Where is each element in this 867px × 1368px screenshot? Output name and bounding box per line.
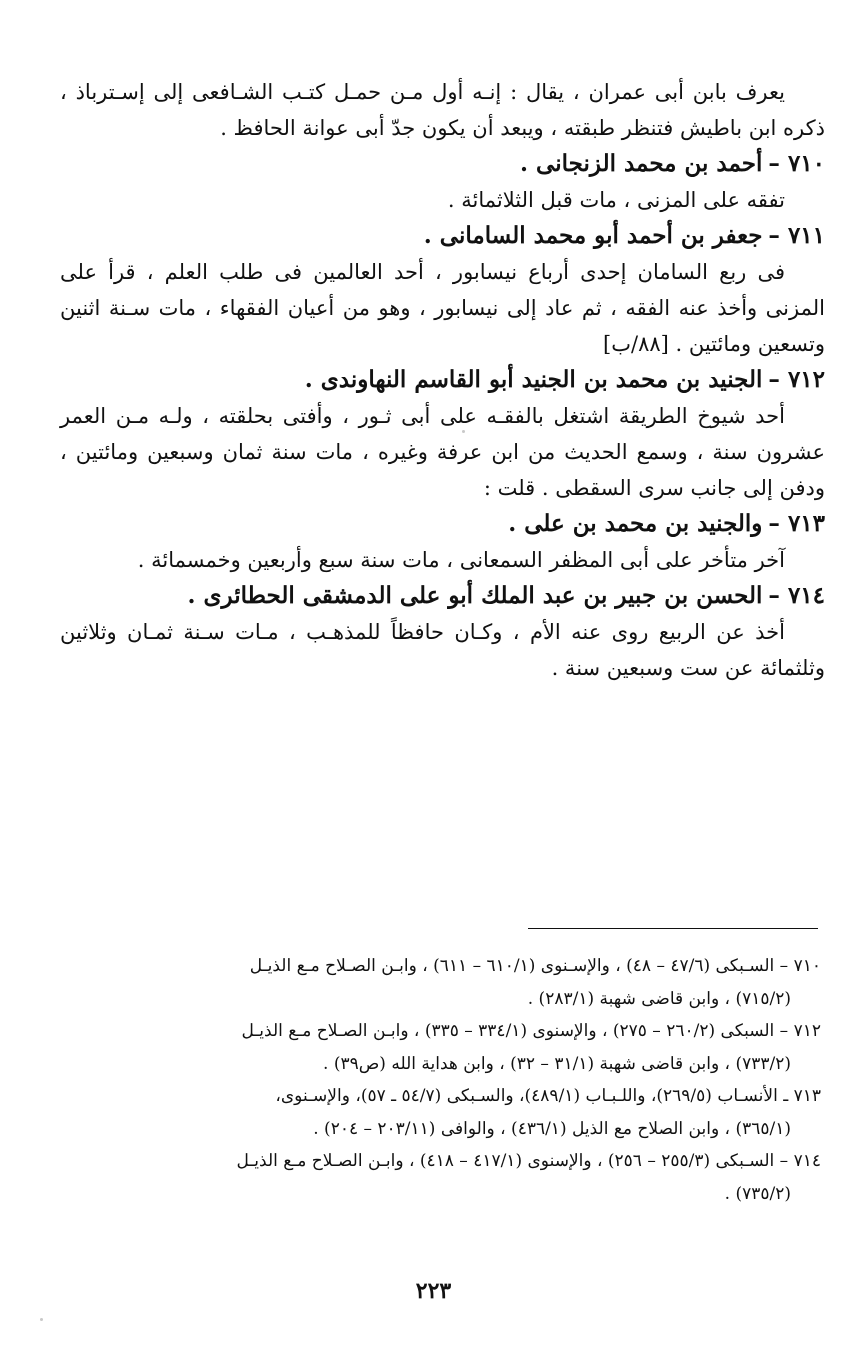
entry-name: والجنيد بن محمد بن على . (508, 510, 763, 537)
entry-name: أحمد بن محمد الزنجانى . (520, 150, 763, 177)
footnote-712 (72, 1015, 821, 1080)
entry-text: أحد شيوخ الطريقة اشتغل بالفقـه على أبى ثـور ، وأفتى بحلقته ، ولـه مـن العمر عشرون سنة ، وسمع الحديث من ابن عرفة وغيره ، مات سنة ثمان وسبعين ومائتين ، ودفن إلى جانب سرى السقطى . قلت : (60, 404, 825, 500)
entry-number: ٧١٢ – (768, 366, 825, 393)
footnote-divider (528, 928, 818, 929)
entry-number: ٧١٤ – (768, 582, 825, 609)
entry-number: ٧١٠ – (768, 150, 825, 177)
entry-heading (60, 578, 825, 614)
entry-text: آخر متأخر على أبى المظفر السمعانى ، مات سنة سبع وأربعين وخمسمائة . (137, 548, 785, 572)
footnote-continuation: (٧٣٣/٢) ، وابن قاضى شهبة (٣١/١ – ٣٢) ، وابن هداية الله (ص٣٩) . (323, 1053, 791, 1074)
entry-711 (60, 218, 825, 362)
entry-heading (60, 362, 825, 398)
footnote-line: ٧١٣ ـ الأنسـاب (٢٦٩/٥)، واللـبـاب (٤٨٩/١)، والسـبكى (٥٤/٧ ـ ٥٧)، والإسـنوى، (275, 1086, 821, 1106)
footnote-continuation: (٧١٥/٢) ، وابن قاضى شهبة (٢٨٣/١) . (527, 988, 791, 1009)
footnote-line: ٧١٤ – السـبكى (٢٥٥/٣ – ٢٥٦) ، والإسنوى (٤١٧/١ – ٤١٨) ، وابـن الصـلاح مـع الذيـل (236, 1151, 821, 1171)
entry-name: الحسن بن جبير بن عبد الملك أبو على الدمشقى الحطائرى . (187, 582, 763, 609)
entry-text: فى ربع السامان إحدى أرباع نيسابور ، أحد العالمين فى طلب العلم ، قرأ على المزنى وأخذ عنه الفقه ، ثم عاد إلى نيسابور ، وهو من أعيان الفقهاء ، مات سـنة اثنين وتسعين ومائتين . [٨٨/ب] (60, 260, 825, 356)
entry-text: تفقه على المزنى ، مات قبل الثلاثمائة . (447, 188, 785, 212)
entry-number: ٧١١ – (768, 222, 825, 249)
footnote-710 (72, 950, 821, 1015)
entry-713 (60, 506, 825, 578)
main-text (60, 74, 825, 686)
footnote-continuation: (٣٦٥/١) ، وابن الصلاح مع الذيل (٤٣٦/١) ، والوافى (٢٠٣/١١ – ٢٠٤) . (313, 1118, 791, 1139)
entry-710 (60, 146, 825, 218)
entry-heading (60, 218, 825, 254)
footnotes (72, 950, 821, 1210)
page-number: ٢٢٣ (415, 1278, 452, 1304)
continuation-paragraph (60, 74, 825, 146)
entry-number: ٧١٣ – (768, 510, 825, 537)
entry-name: جعفر بن أحمد أبو محمد السامانى . (423, 222, 763, 249)
footnote-714 (72, 1145, 821, 1210)
footnote-line: ٧١٢ – السبكى (٢٦٠/٢ – ٢٧٥) ، والإسنوى (٣٣٤/١ – ٣٣٥) ، وابـن الصـلاح مـع الذيـل (241, 1021, 821, 1041)
continuation-line-1: يعرف بابن أبى عمران ، يقال : إنـه أول مـن حمـل كتـب الشـافعى إلى إسـترباذ ، (60, 80, 785, 104)
entry-name: الجنيد بن محمد بن الجنيد أبو القاسم النهاوندى . (304, 366, 763, 393)
entry-714 (60, 578, 825, 686)
footnote-713 (72, 1080, 821, 1145)
scan-speck (462, 430, 465, 433)
continuation-line-2: ذكره ابن باطيش فتنظر طبقته ، ويبعد أن يكون جدّ أبى عوانة الحافظ . (220, 116, 825, 140)
entry-712 (60, 362, 825, 506)
footnote-line: ٧١٠ – السـبكى (٤٧/٦ – ٤٨) ، والإسـنوى (٦١٠/١ – ٦١١) ، وابـن الصـلاح مـع الذيـل (249, 956, 821, 976)
scan-speck (40, 1318, 43, 1321)
footnote-continuation: (٧٣٥/٢) . (724, 1183, 791, 1204)
entry-text: أخذ عن الربيع روى عنه الأم ، وكـان حافظاً للمذهـب ، مـات سـنة ثمـان وثلاثين وثلثمائة عن ست وسبعين سنة . (60, 620, 825, 680)
entry-heading (60, 146, 825, 182)
entry-heading (60, 506, 825, 542)
